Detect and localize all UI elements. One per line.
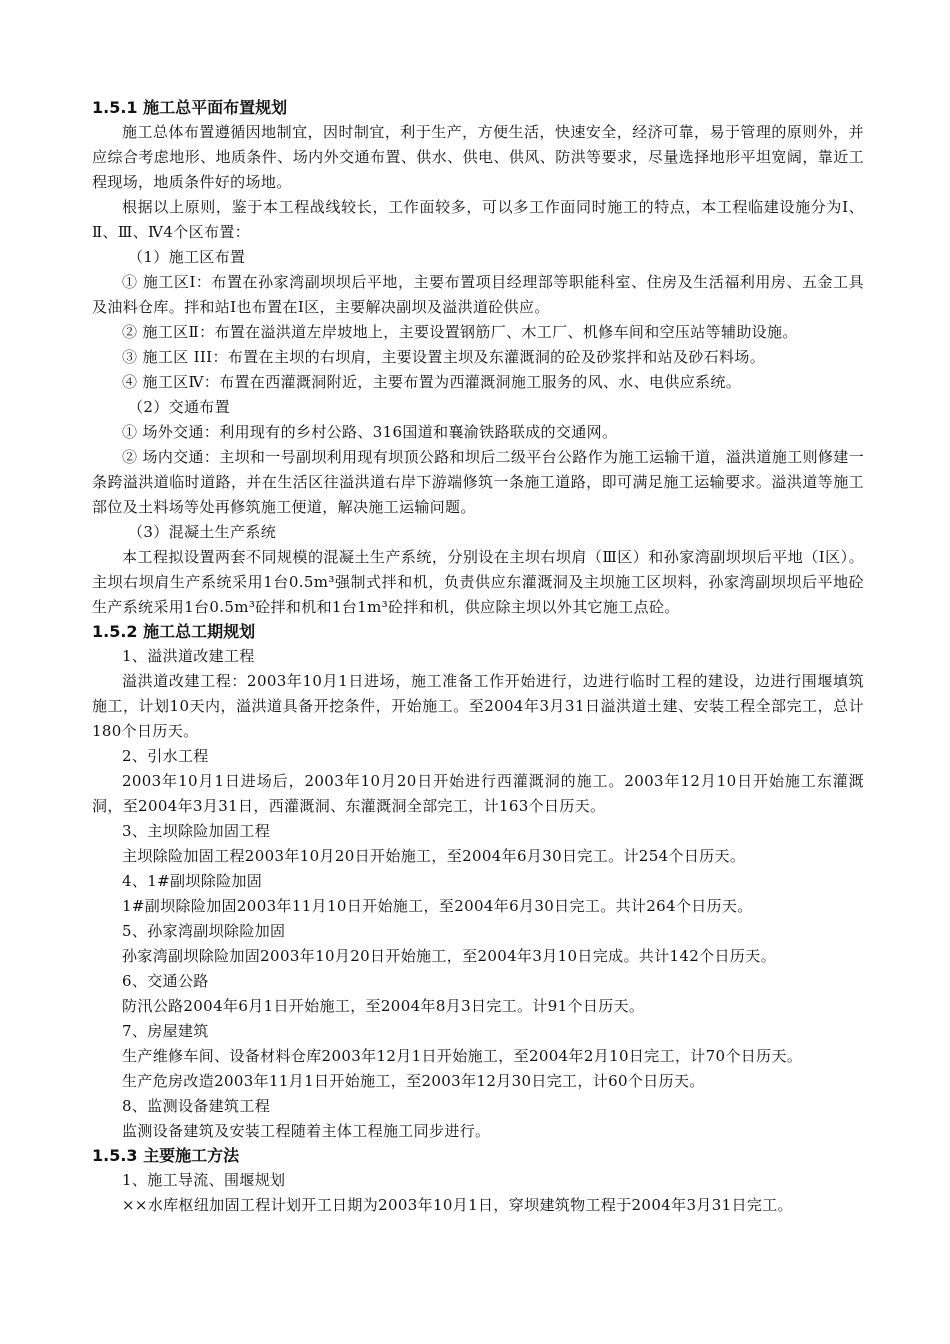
document-page — [92, 96, 864, 1218]
section-title-1-5-1: 1.5.1 施工总平面布置规划 — [92, 98, 288, 117]
paragraph-schedule: ××水库枢纽加固工程计划开工日期为2003年10月1日，穿坝建筑物工程于2004年3月31日完工。 — [122, 1196, 793, 1214]
subheading-diversion: 1、施工导流、围堰规划 — [122, 1171, 286, 1189]
subheading-concrete-system: （3）混凝土生产系统 — [128, 523, 277, 541]
paragraph-zone-3: ③ 施工区 III：布置在主坝的右坝肩，主要设置主坝及东灌溉洞的砼及砂浆拌和站及砂石料场。 — [122, 348, 766, 366]
item-body: 孙家湾副坝除险加固2003年10月20日开始施工，至2004年3月10日完成。共计142个日历天。 — [122, 947, 776, 965]
item-body: 主坝除险加固工程2003年10月20日开始施工，至2004年6月30日完工。计254个日历天。 — [122, 847, 746, 865]
paragraph-zone-2: ② 施工区Ⅱ：布置在溢洪道左岸坡地上，主要设置钢筋厂、木工厂、机修车间和空压站等辅助设施。 — [122, 323, 798, 341]
item-body: 防汛公路2004年6月1日开始施工，至2004年8月3日完工。计91个日历天。 — [122, 997, 645, 1015]
item-heading: 5、孙家湾副坝除险加固 — [122, 922, 286, 940]
paragraph-principles: 施工总体布置遵循因地制宜，因时制宜，利于生产，方便生活，快速安全，经济可靠，易于管理的原则外，并应综合考虑地形、地质条件、场内外交通布置、供水、供电、供风、防洪等要求，尽量选择地形平坦宽阔，靠近工程现场，地质条件好的场地。 — [92, 123, 864, 191]
paragraph-internal-traffic: ② 场内交通：主坝和一号副坝利用现有坝顶公路和坝后二级平台公路作为施工运输干道，溢洪道施工则修建一条跨溢洪道临时道路，并在生活区往溢洪道右岸下游端修筑一条施工道路，即可满足施工运输要求。溢洪道等施工部位及土料场等处再修筑施工便道，解决施工运输问题。 — [92, 448, 864, 516]
item-body: 溢洪道改建工程：2003年10月1日进场，施工准备工作开始进行，边进行临时工程的建设，边进行围堰填筑施工，计划10天内，溢洪道具备开挖条件，开始施工。至2004年3月31日溢洪道土建、安装工程全部完工，总计180个日历天。 — [92, 672, 864, 740]
item-heading: 7、房屋建筑 — [122, 1022, 209, 1040]
item-body: 2003年10月1日进场后，2003年10月20日开始进行西灌溉洞的施工。2003年12月10日开始施工东灌溉洞，至2004年3月31日，西灌溉洞、东灌溉洞全部完工，计163个日历天。 — [92, 772, 864, 815]
paragraph-zone-1: ① 施工区Ⅰ：布置在孙家湾副坝坝后平地，主要布置项目经理部等职能科室、住房及生活福利用房、五金工具及油料仓库。拌和站Ⅰ也布置在Ⅰ区，主要解决副坝及溢洪道砼供应。 — [92, 273, 864, 316]
paragraph-concrete-system: 本工程拟设置两套不同规模的混凝土生产系统，分别设在主坝右坝肩（Ⅲ区）和孙家湾副坝坝后平地（Ⅰ区）。主坝右坝肩生产系统采用1台0.5m³强制式拌和机，负责供应东灌溉洞及主坝施工区坝料，孙家湾副坝坝后平地砼生产系统采用1台0.5m³砼拌和机和1台1m³砼拌和机，供应除主坝以外其它施工点砼。 — [92, 548, 864, 616]
item-body: 生产维修车间、设备材料仓库2003年12月1日开始施工，至2004年2月10日完工，计70个日历天。 — [122, 1047, 803, 1065]
section-title-1-5-2: 1.5.2 施工总工期规划 — [92, 622, 256, 641]
section-title-1-5-3: 1.5.3 主要施工方法 — [92, 1146, 240, 1165]
subheading-construction-zones: （1）施工区布置 — [128, 248, 246, 266]
paragraph-zone-4: ④ 施工区Ⅳ：布置在西灌溉洞附近，主要布置为西灌溉洞施工服务的风、水、电供应系统。 — [122, 373, 742, 391]
item-heading: 8、监测设备建筑工程 — [122, 1097, 271, 1115]
paragraph-zones-intro: 根据以上原则，鉴于本工程战线较长，工作面较多，可以多工作面同时施工的特点，本工程临建设施分为Ⅰ、Ⅱ、Ⅲ、Ⅳ4个区布置： — [92, 198, 864, 241]
subheading-traffic: （2）交通布置 — [128, 398, 230, 416]
item-heading: 6、交通公路 — [122, 972, 209, 990]
item-heading: 2、引水工程 — [122, 747, 209, 765]
item-body: 1#副坝除险加固2003年11月10日开始施工，至2004年6月30日完工。共计264个日历天。 — [122, 897, 753, 915]
item-body: 监测设备建筑及安装工程随着主体工程施工同步进行。 — [122, 1122, 491, 1140]
item-body: 生产危房改造2003年11月1日开始施工，至2003年12月30日完工，计60个日历天。 — [122, 1072, 705, 1090]
item-heading: 3、主坝除险加固工程 — [122, 822, 271, 840]
item-heading: 1、溢洪道改建工程 — [122, 647, 255, 665]
item-heading: 4、1#副坝除险加固 — [122, 872, 263, 890]
paragraph-external-traffic: ① 场外交通：利用现有的乡村公路、316国道和襄渝铁路联成的交通网。 — [122, 423, 618, 441]
